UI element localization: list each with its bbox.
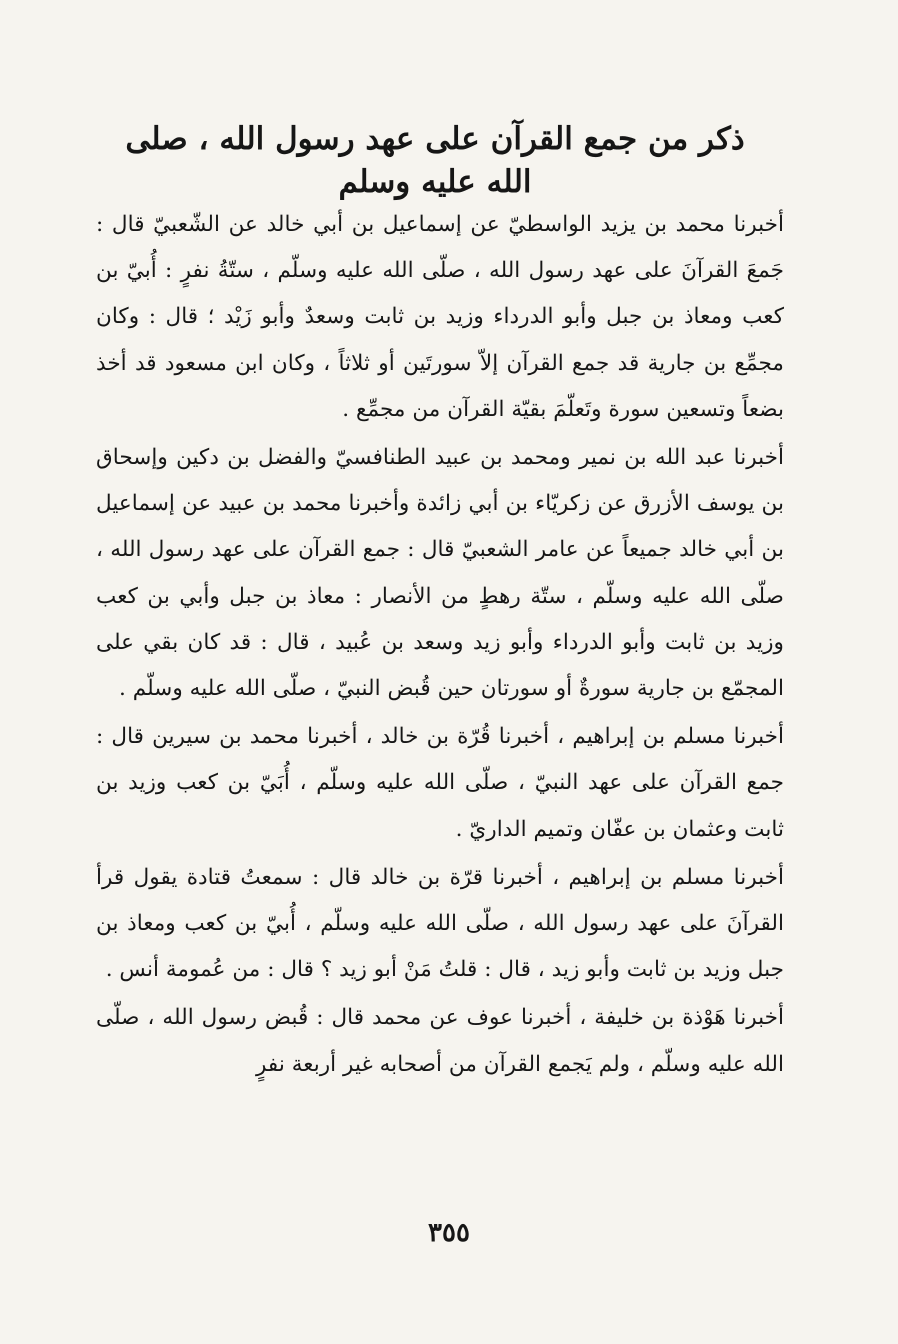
chapter-title: ذكر من جمع القرآن على عهد رسول الله ، صلى الله عليه وسلم bbox=[125, 121, 745, 201]
page-number: ٣٥٥ bbox=[428, 1218, 470, 1248]
paragraph-5: أخبرنا هَوْذة بن خليفة ، أخبرنا عوف عن محمد قال : قُبض رسول الله ، صلّى الله عليه وسلّم ، ولم يَجمع القرآن من أصحابه غير أربعة نفرٍ bbox=[96, 1005, 784, 1077]
paragraph-3: أخبرنا مسلم بن إبراهيم ، أخبرنا قُرّة بن خالد ، أخبرنا محمد بن سيرين قال : جمع القرآن على عهد النبيّ ، صلّى الله عليه وسلّم ، أُبَيّ بن كعب وزيد بن ثابت وعثمان بن عفّان وتميم الداريّ . bbox=[96, 724, 784, 842]
body-text bbox=[96, 202, 784, 1090]
paragraph-1: أخبرنا محمد بن يزيد الواسطيّ عن إسماعيل بن أبي خالد عن الشّعبيّ قال : جَمعَ القرآنَ على عهد رسول الله ، صلّى الله عليه وسلّم ، ستّةُ نفرٍ : أُبيّ بن كعب ومعاذ بن جبل وأبو الدرداء وزيد بن ثابت وسعدٌ وأبو زَيْد ؛ قال : وكان مجمِّع بن جارية قد جمع القرآن إلاّ سورتَين أو ثلاثاً ، وكان ابن مسعود قد أخذ بضعاً وتسعين سورة وتَعلّمَ بقيّة القرآن من مجمِّع . bbox=[96, 212, 784, 422]
paragraph-2: أخبرنا عبد الله بن نمير ومحمد بن عبيد الطنافسيّ والفضل بن دكين وإسحاق بن يوسف الأزرق عن زكريّاء بن أبي زائدة وأخبرنا محمد بن عبيد عن إسماعيل بن أبي خالد جميعاً عن عامر الشعبيّ قال : جمع القرآن على عهد رسول الله ، صلّى الله عليه وسلّم ، ستّة رهطٍ من الأنصار : معاذ بن جبل وأبي بن كعب وزيد بن ثابت وأبو الدرداء وأبو زيد وسعد بن عُبيد ، قال : قد كان بقي على المجمّع بن جارية سورةٌ أو سورتان حين قُبض النبيّ ، صلّى الله عليه وسلّم . bbox=[96, 445, 784, 702]
paragraph-4: أخبرنا مسلم بن إبراهيم ، أخبرنا قرّة بن خالد قال : سمعتُ قتادة يقول قرأ القرآنَ على عهد رسول الله ، صلّى الله عليه وسلّم ، أُبيّ بن كعب ومعاذ بن جبل وزيد بن ثابت وأبو زيد ، قال : قلتُ مَنْ أبو زيد ؟ قال : من عُمومة أنس . bbox=[96, 864, 784, 983]
